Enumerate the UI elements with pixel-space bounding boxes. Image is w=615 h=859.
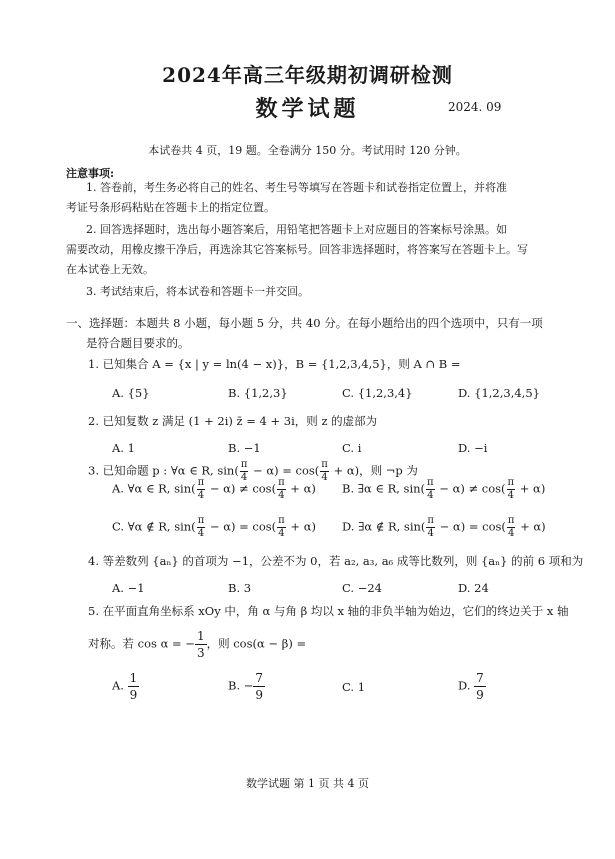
notice-item-2-line-2: 需要改动，用橡皮擦干净后，再选涂其它答案标号。回答非选择题时，将答案写在答题卡上。写 <box>66 243 528 256</box>
fraction-pi-over-4: $\frac{\pi}{4}$ <box>507 477 515 501</box>
question-4-stem: 4. 等差数列 {aₙ} 的首项为 −1，公差不为 0，若 a₂, a₃, a₆ 成等比数列，则 {aₙ} 的前 6 项和为 <box>88 554 584 568</box>
question-2-option-c: C. i <box>342 441 362 455</box>
question-2-option-d: D. −i <box>458 441 488 455</box>
question-2-option-b: B. −1 <box>228 441 261 455</box>
question-1-option-b: B. {1,2,3} <box>228 386 288 400</box>
question-3-option-a: A. ∀α ∈ R, sin( $\frac{\pi}{4}$ − α) ≠ cos( $\frac{\pi}{4}$ + α) <box>112 477 316 501</box>
question-2-option-a: A. 1 <box>112 441 135 455</box>
question-5-option-d: D. $\frac{7}{9}$ <box>458 671 484 702</box>
question-5-option-b: B. − $\frac{7}{9}$ <box>228 671 264 702</box>
notice-item-1-line-1: 1. 答卷前，考生务必将自己的姓名、考生号等填写在答题卡和试卷指定位置上，并将准 <box>86 181 507 194</box>
fraction-pi-over-4: $\frac{\pi}{4}$ <box>197 477 205 501</box>
fraction-pi-over-4: $\frac{\pi}{4}$ <box>197 515 205 539</box>
exam-date: 2024. 09 <box>448 100 502 114</box>
fraction-pi-over-4: $\frac{\pi}{4}$ <box>240 459 248 483</box>
notice-item-2-line-3: 在本试卷上无效。 <box>66 263 154 276</box>
fraction-1-over-3: $\frac{1}{3}$ <box>196 629 205 660</box>
question-5-option-c: C. 1 <box>342 680 366 694</box>
question-3-option-d: D. ∃α ∉ R, sin( $\frac{\pi}{4}$ − α) = cos( $\frac{\pi}{4}$ + α) <box>342 515 546 539</box>
question-2-stem: 2. 已知复数 z 满足 (1 + 2i) z̄ = 4 + 3i，则 z 的虚部为 <box>88 414 378 428</box>
question-5-stem-line-1: 5. 在平面直角坐标系 xOy 中，角 α 与角 β 均以 x 轴的非负半轴为始边，它们的终边关于 x 轴 <box>88 604 569 618</box>
exam-summary: 本试卷共 4 页，19 题。全卷满分 150 分。考试用时 120 分钟。 <box>148 144 467 157</box>
subject-title: 数学试题 <box>255 96 360 122</box>
question-1-option-d: D. {1,2,3,4,5} <box>458 386 540 400</box>
question-4-option-c: C. −24 <box>342 581 382 595</box>
question-3-option-b: B. ∃α ∈ R, sin( $\frac{\pi}{4}$ − α) ≠ cos( $\frac{\pi}{4}$ + α) <box>342 477 546 501</box>
question-3-option-c: C. ∀α ∉ R, sin( $\frac{\pi}{4}$ − α) = cos( $\frac{\pi}{4}$ + α) <box>112 515 316 539</box>
question-5-option-a: A. $\frac{1}{9}$ <box>112 671 138 702</box>
fraction-1-over-9: $\frac{1}{9}$ <box>129 671 138 702</box>
notice-item-3: 3. 考试结束后，将本试卷和答题卡一并交回。 <box>86 285 309 298</box>
question-4-option-a: A. −1 <box>112 581 145 595</box>
question-5-stem-line-2: 对称。若 cos α = − $\frac{1}{3}$ ，则 cos(α − β) = <box>88 629 307 660</box>
fraction-7-over-9: $\frac{7}{9}$ <box>255 671 264 702</box>
question-3-stem: 3. 已知命题 p : ∀α ∈ R, sin( $\frac{\pi}{4}$ − α) = cos( $\frac{\pi}{4}$ + α)，则 ¬p 为 <box>88 459 418 483</box>
section-heading-line-2: 是符合题目要求的。 <box>86 336 190 350</box>
fraction-pi-over-4: $\frac{\pi}{4}$ <box>427 515 434 539</box>
fraction-pi-over-4: $\frac{\pi}{4}$ <box>278 477 285 501</box>
notice-item-1-line-2: 考证号条形码粘贴在答题卡上的指定位置。 <box>66 201 275 214</box>
question-4-option-d: D. 24 <box>458 581 489 595</box>
fraction-pi-over-4: $\frac{\pi}{4}$ <box>427 477 434 501</box>
section-heading-line-1: 一、选择题：本题共 8 小题，每小题 5 分，共 40 分。在每小题给出的四个选项中，只有一项 <box>66 316 543 330</box>
question-1-option-c: C. {1,2,3,4} <box>342 386 413 400</box>
exam-title: 2024年高三年级期初调研检测 <box>162 63 453 87</box>
fraction-pi-over-4: $\frac{\pi}{4}$ <box>507 515 515 539</box>
question-1-option-a: A. {5} <box>112 386 150 400</box>
page-footer: 数学试题 第 1 页 共 4 页 <box>246 777 369 790</box>
question-1-stem: 1. 已知集合 A = {x | y = ln(4 − x)}，B = {1,2,3,4,5}，则 A ∩ B = <box>88 357 461 371</box>
fraction-pi-over-4: $\frac{\pi}{4}$ <box>278 515 285 539</box>
question-4-option-b: B. 3 <box>228 581 252 595</box>
fraction-7-over-9: $\frac{7}{9}$ <box>476 671 484 702</box>
notice-item-2-line-1: 2. 回答选择题时，选出每小题答案后，用铅笔把答题卡上对应题目的答案标号涂黑。如 <box>86 223 507 236</box>
notice-heading: 注意事项: <box>66 167 115 180</box>
fraction-pi-over-4: $\frac{\pi}{4}$ <box>321 459 328 483</box>
